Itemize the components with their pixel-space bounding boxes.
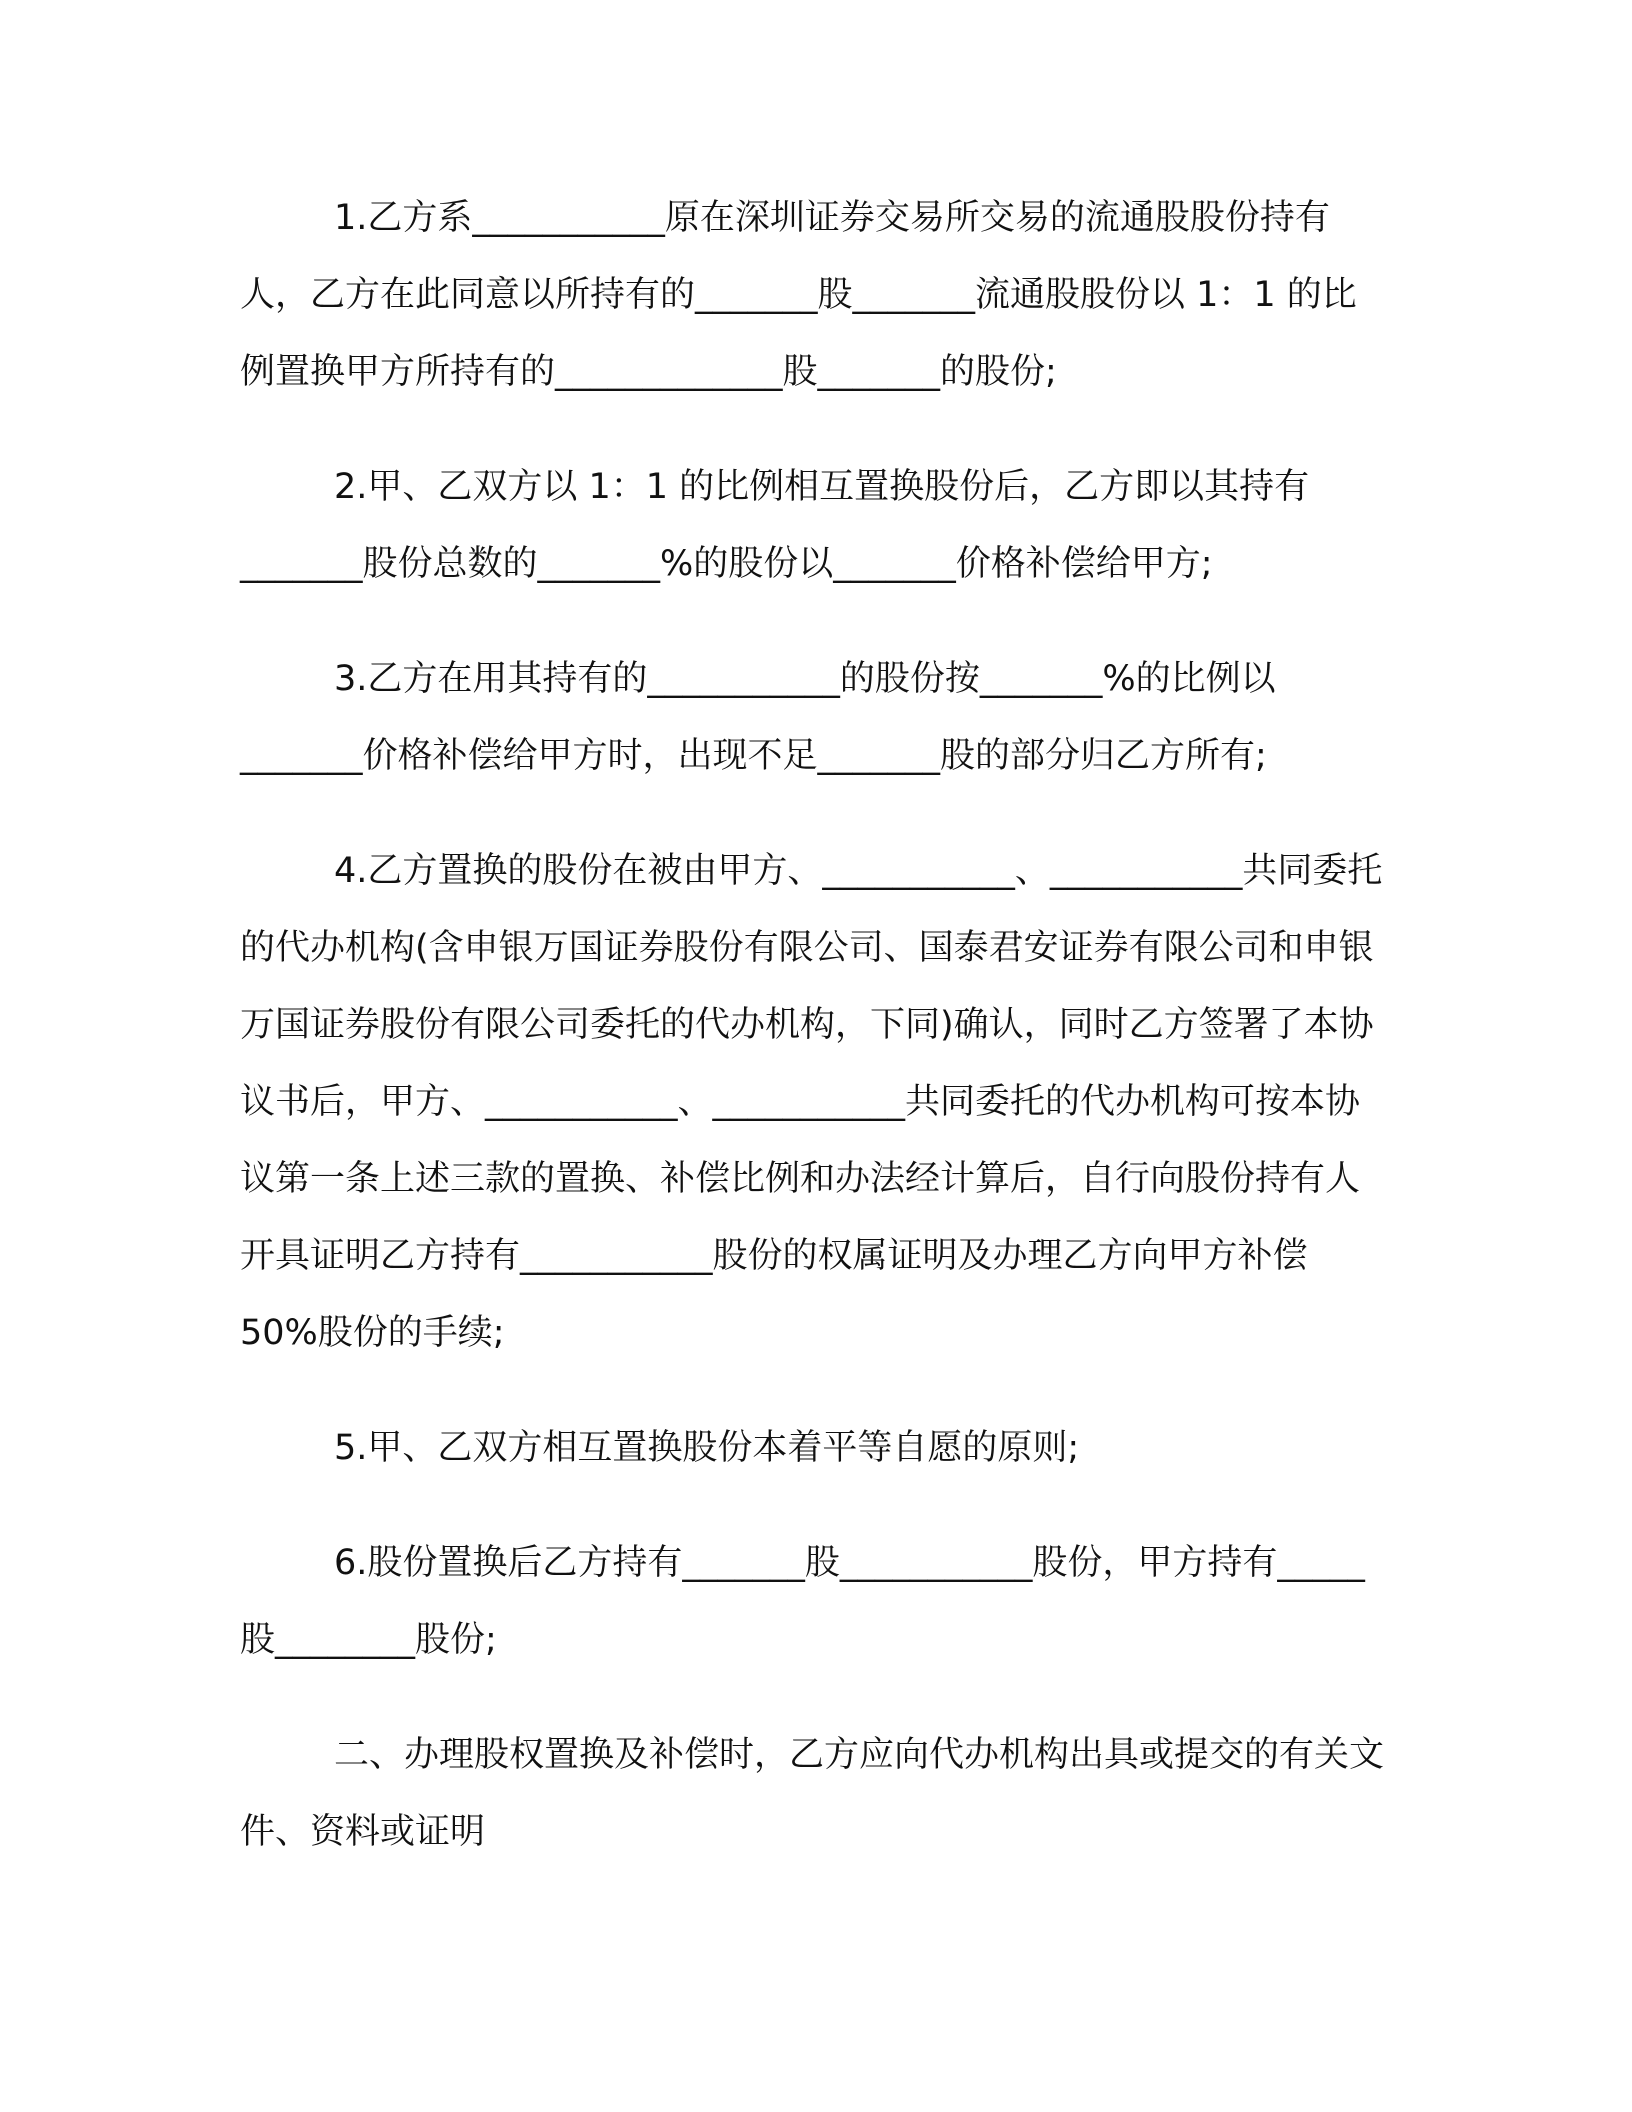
document-page — [240, 180, 1390, 1909]
section-heading-2: 二、办理股权置换及补偿时，乙方应向代办机构出具或提交的有关文件、资料或证明 — [240, 1735, 1385, 1852]
paragraph-6: 6.股份置换后乙方持有_______股___________股份，甲方持有_____股________股份; — [240, 1543, 1365, 1660]
paragraph-2: 2.甲、乙双方以 1：1 的比例相互置换股份后，乙方即以其持有_______股份总数的_______%的股份以_______价格补偿给甲方; — [240, 467, 1310, 584]
paragraph-5: 5.甲、乙双方相互置换股份本着平等自愿的原则; — [334, 1428, 1080, 1468]
paragraph-4: 4.乙方置换的股份在被由甲方、___________、___________共同委托的代办机构(含申银万国证券股份有限公司、国泰君安证券有限公司和申银万国证券股份有限公司委托的代办机构，下同)确认，同时乙方签署了本协议书后，甲方、___________、___________共同委托的代办机构可按本协议第一条上述三款的置换、补偿比例和办法经计算后，自行向股份持有人开具证明乙方持有___________股份的权属证明及办理乙方向甲方补偿 50%股份的手续; — [240, 851, 1383, 1353]
paragraph-1: 1.乙方系___________原在深圳证券交易所交易的流通股股份持有人，乙方在此同意以所持有的_______股_______流通股股份以 1：1 的比例置换甲方所持有的_____________股_______的股份; — [240, 198, 1357, 392]
paragraph-3: 3.乙方在用其持有的___________的股份按_______%的比例以_______价格补偿给甲方时，出现不足_______股的部分归乙方所有; — [240, 659, 1276, 776]
